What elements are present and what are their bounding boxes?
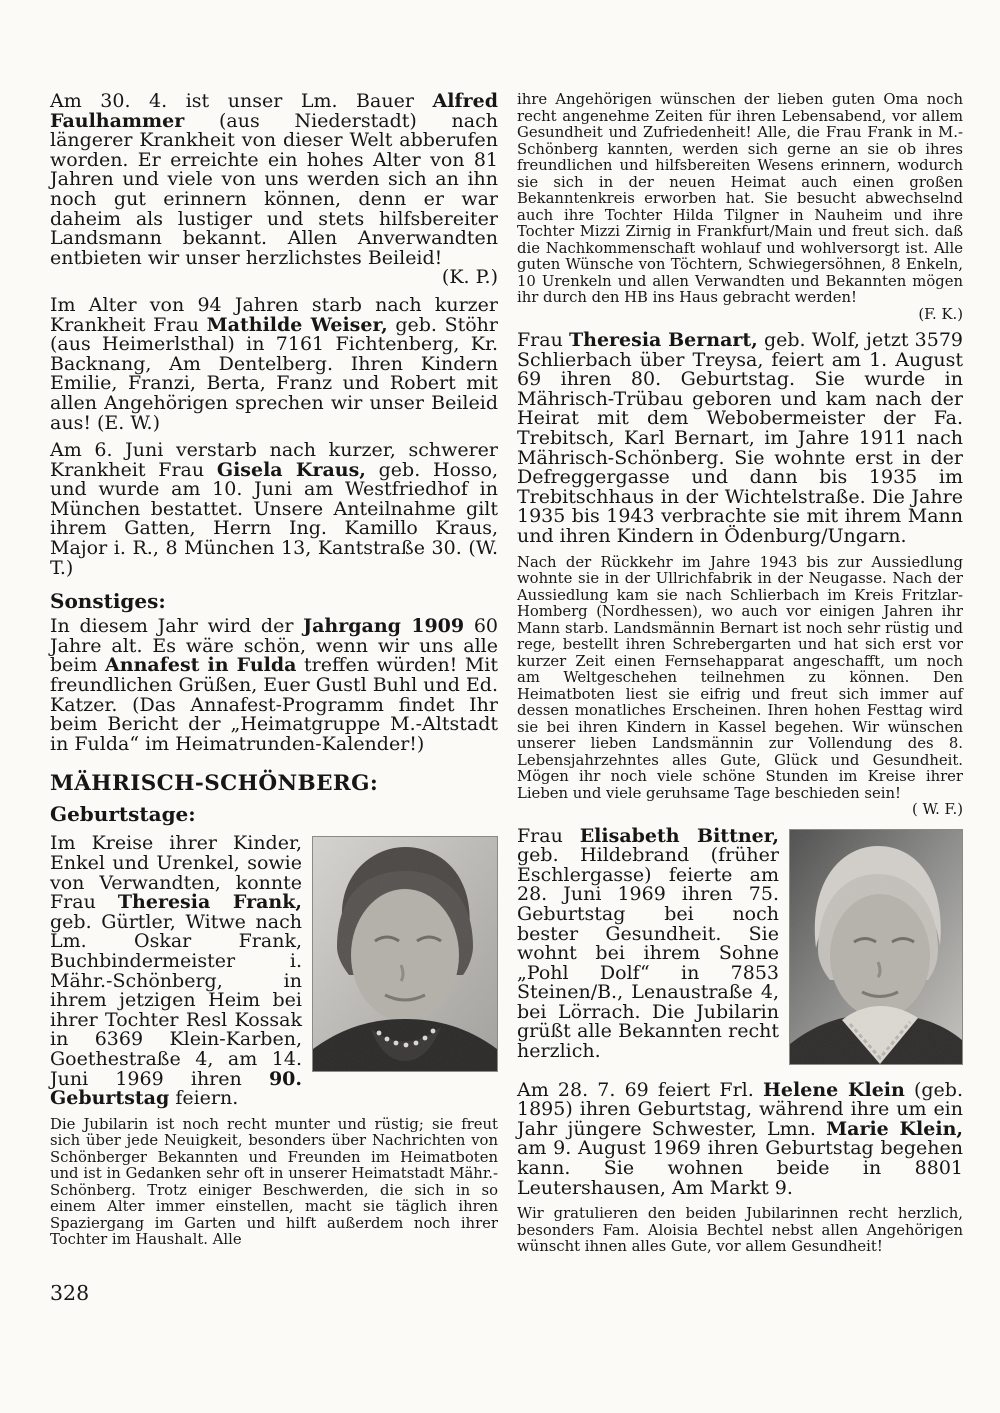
photo-theresia-frank (312, 836, 498, 1072)
article-theresia-bernart (517, 331, 963, 547)
article-frank-details (50, 1117, 498, 1249)
announcement-annafest-text: In diesem Jahr wird der Jahrgang 1909 60 Jahre alt. Es wäre schön, wenn wir uns alle beim Annafest in Fulda treffen würden! Mit freundlichen Grüßen, Euer Gustl Buhl und Ed. Katzer. (Das Annafest-Programm findet Ihr beim Bericht der „Heimatgruppe M.-Altstadt in Fulda“ im Heimatrunden-Kalender!) (50, 615, 499, 755)
article-theresia-bernart-text: Frau Theresia Bernart, geb. Wolf, jetzt 3579 Schlierbach über Treysa, feiert am 1. August 69 ihren 80. Geburtstag. Sie wurde in Mährisch-Trübau geboren und kam nach der Heirat mit dem Webobermeister der Fa. Trebitsch, Karl Bernart, im Jahre 1911 nach Mährisch-Schönberg. Sie wohnte erst in der Defreggergasse und dann bis 1935 im Trebitschhaus in der Wichtelstraße. Die Jahre 1935 bis 1943 verbrachte sie mit ihrem Mann und ihren Kindern in Ödenburg/Ungarn. (517, 329, 963, 547)
article-bernart-details-text: Nach der Rückkehr im Jahre 1943 bis zur Aussiedlung wohnte sie in der Ullrichfabrik in der Neugasse. Nach der Aussiedlung kam sie nach Schlierbach im Kreis Fritzlar-Homberg (Nordhessen), wo auch vor einigen Jahren ihr Mann starb. Landsmännin Bernart ist noch sehr rüstig und rege, bestellt ihren Schrebergarten und hat sich erst vor kurzer Zeit einen Fernsehapparat angeschafft, um noch am Weltgeschehen teilnehmen zu können. Den Heimatboten liest sie eifrig und freut sich immer auf dessen monatliches Erscheinen. Ihren hohen Festtag wird sie bei ihren Kindern in Kassel begehen. Wir wünschen unserer lieben Landsmännin zur Vollendung des 8. Lebensjahrzehntes alles Gute, Glück und Gesundheit. Mögen ihr noch viele schöne Stunden im Kreise ihrer Lieben und viele geruhsame Tage beschieden sein! (517, 553, 963, 802)
bold-name: Gisela Kraus, (216, 458, 366, 481)
right-column (517, 92, 963, 1264)
obituary-weiser (50, 293, 498, 434)
bold-name: Mathilde Weiser, (206, 313, 388, 336)
page-number: 328 (50, 1281, 90, 1305)
article-frank-continuation-text: ihre Angehörigen wünschen der lieben guten Oma noch recht angenehme Zeiten für ihren Lebensabend, vor allem Gesundheit und Zufriedenheit! Alle, die Frau Frank in M.-Schönberg kannten, werden sich gerne an sie ob ihres freundlichen und hilfsbereiten Wesens erinnern, wodurch sie sich in der neuen Heimat auch einen großen Bekanntenkreis erworben hat. Sie besucht abwechselnd auch ihre Tochter Hilda Tilgner in Nauheim und ihre Tochter Mizzi Zirnig in Frankfurt/Main und freut sich. daß die Nachkommenschaft wohlauf und wohlversorgt ist. Alle guten Wünsche von Töchtern, Schwiegersöhnen, 8 Enkeln, 10 Urenkeln und allen Verwandten und Bekannten mögen ihr durch den HB ins Haus gebracht werden! (517, 91, 963, 306)
obituary-faulhammer-text: Am 30. 4. ist unser Lm. Bauer Alfred Faulhammer (aus Niederstadt) nach längerer Krankheit von dieser Welt abberufen worden. Er erreichte ein hohes Alter von 81 Jahren und viele von uns werden sich an ihn noch gut erinnern können, denn er war daheim als lustiger und stets hilfsbereiter Landsmann bekannt. Allen Anverwandten entbieten wir unser herzlichstes Beileid! (50, 90, 498, 269)
bold-name: Annafest in Fulda (105, 654, 297, 677)
announcement-annafest (50, 617, 498, 754)
portrait-photo-graphic (313, 837, 497, 1071)
obituary-kraus-text: Am 6. Juni verstarb nach kurzer, schwerer Krankheit Frau Gisela Kraus, geb. Hosso, und wurde am 10. Juni am Westfriedhof in München bestattet. Unsere Anteilnahme gilt ihrem Gatten, Herrn Ing. Kamillo Kraus, Major i. R., 8 München 13, Kantstraße 30. (W. T.) (50, 439, 498, 579)
article-theresia-frank-text: Im Kreise ihrer Kinder, Enkel und Urenkel, sowie von Verwandten, konnte Frau Theresia Frank, geb. Gürtler, Witwe nach Lm. Oskar Frank, Buchbindermeister i. Mähr.-Schönberg, in ihrem jetzigen Heim bei ihrer Tochter Resl Kossak in 6369 Klein-Karben, Goethestraße 4, am 14. Juni 1969 ihren 90. Geburtstag feiern. (50, 832, 302, 1110)
left-column (50, 92, 498, 1257)
bold-name: Jahrgang 1909 (303, 615, 465, 638)
bold-name: Helene Klein (762, 1078, 905, 1101)
article-klein-congratulations (517, 1206, 963, 1256)
signature-wf: ( W. F.) (912, 801, 963, 819)
heading-sonstiges: Sonstiges: (50, 589, 166, 614)
article-frank-details-text: Die Jubilarin ist noch recht munter und rüstig; sie freut sich über jede Neuigkeit, besonders über Nachrichten von Schönberger Bekannten und Freunden im Heimatboten und ist in Gedanken sehr oft in unserer Heimatstadt Mähr.-Schönberg. Trotz einiger Beschwerden, die sich in so einem Alter immer einstellen, macht sie täglich ihren Spaziergang im Garten und hilft außerdem noch ihrer Tochter im Haushalt. Alle (50, 1115, 498, 1249)
bold-name: Theresia Bernart, (569, 329, 758, 351)
article-elisabeth-bittner (517, 824, 963, 1073)
article-bernart-details (517, 555, 963, 819)
bold-name: Theresia Frank, (117, 891, 302, 914)
bold-name: Elisabeth Bittner, (579, 824, 780, 847)
signature-fk: (F. K.) (918, 305, 963, 323)
article-frank-continuation (517, 92, 963, 323)
obituary-kraus (50, 441, 498, 578)
article-theresia-frank (50, 834, 498, 1108)
heading-maehrisch-schoenberg: MÄHRISCH-SCHÖNBERG: (50, 771, 379, 797)
bold-name: 90. Geburtstag (50, 1067, 302, 1110)
obituary-faulhammer-signature: (K. P.) (441, 266, 498, 289)
obituary-weiser-text: Im Alter von 94 Jahren starb nach kurzer Krankheit Frau Mathilde Weiser, geb. Stöhr (aus Heimerlsthal) in 7161 Fichtenberg, Kr. Backnang, Am Dentelberg. Ihren Kindern Emilie, Franzi, Berta, Franz und Robert mit allen Angehörigen sprechen wir unser Beileid aus! (E. W.) (50, 293, 498, 434)
photo-elisabeth-bittner (789, 829, 963, 1065)
article-elisabeth-bittner-text: Frau Elisabeth Bittner, geb. Hildebrand (früher Eschlergasse) feierte am 28. Juni 1969 ihren 75. Geburtstag bei noch bester Gesundheit. Sie wohnt bei ihrem Sohne „Pohl Dolf“ in 7853 Steinen/B., Lenaustraße 4, bei Lörrach. Die Jubilarin grüßt alle Bekannten recht herzlich. (517, 824, 780, 1063)
bold-name: Marie Klein, (826, 1117, 963, 1140)
article-helene-klein (517, 1078, 964, 1199)
portrait-photo-graphic (790, 830, 962, 1064)
heading-geburtstage: Geburtstage: (50, 802, 196, 827)
obituary-faulhammer (50, 92, 498, 288)
article-helene-klein-text: Am 28. 7. 69 feiert Frl. Helene Klein (geb. 1895) ihren Geburtstag, während ihre um ein Jahr jüngere Schwester, Lmn. Marie Klein, am 9. August 1969 ihren Geburtstag begehen kann. Sie wohnen beide in 8801 Leutershausen, Am Markt 9. (517, 1078, 964, 1199)
article-klein-congratulations-text: Wir gratulieren den beiden Jubilarinnen recht herzlich, besonders Fam. Aloisia Bechtel nebst allen Angehörigen wünscht ihnen alles Gute, vor allem Gesundheit! (517, 1205, 963, 1256)
bold-name: Alfred Faulhammer (50, 90, 498, 132)
